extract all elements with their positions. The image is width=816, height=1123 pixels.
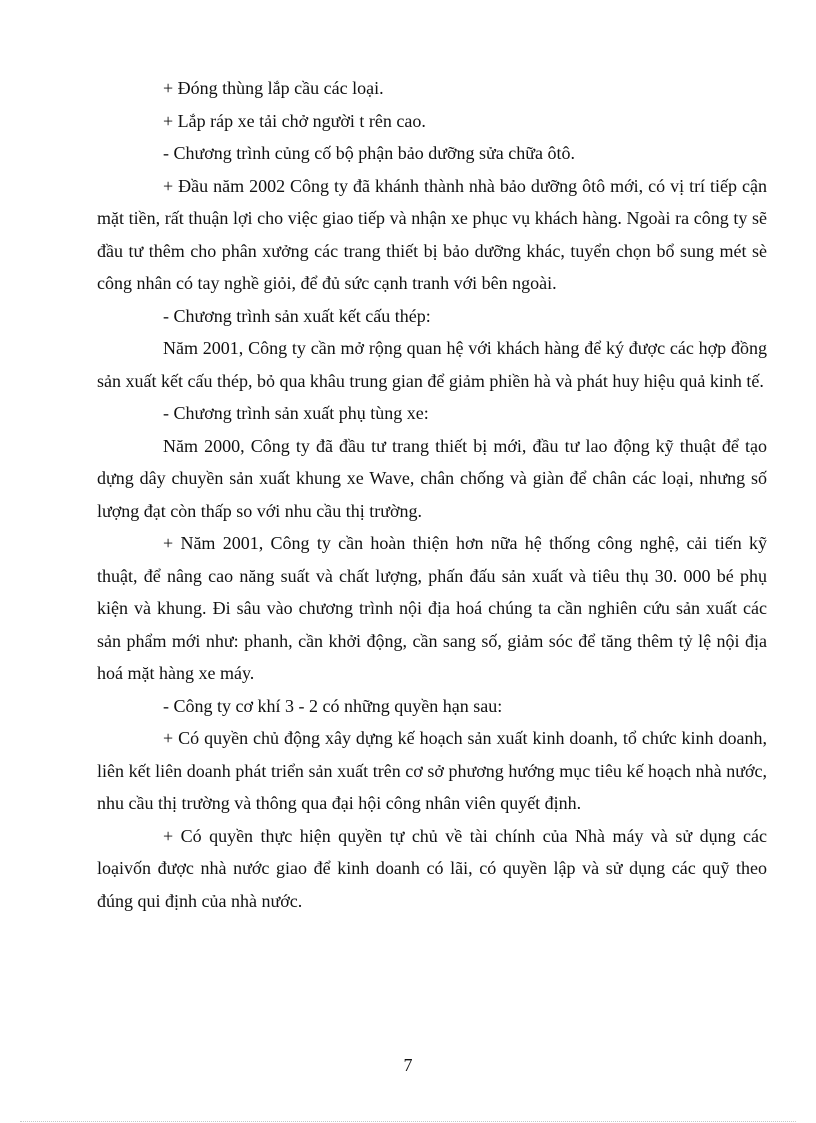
page-bottom-divider xyxy=(20,1121,796,1122)
paragraph-12: + Có quyền thực hiện quyền tự chủ về tài chính của Nhà máy và sử dụng các loạivốn được nhà nước giao để kinh doanh có lãi, có quyền lập và sử dụng các quỹ theo đúng qui định của nhà nước. xyxy=(97,825,767,911)
paragraph-3: - Chương trình củng cố bộ phận bảo dưỡng sửa chữa ôtô. xyxy=(163,143,575,163)
page-number: 7 xyxy=(403,1055,413,1075)
document-body xyxy=(97,72,767,917)
paragraph-5: - Chương trình sản xuất kết cấu thép: xyxy=(163,305,431,326)
paragraph-7: - Chương trình sản xuất phụ tùng xe: xyxy=(163,403,429,423)
paragraph-4: + Đầu năm 2002 Công ty đã khánh thành nhà bảo dưỡng ôtô mới, có vị trí tiếp cận mặt tiền, rất thuận lợi cho việc giao tiếp và nhận xe phục vụ khách hàng. Ngoài ra công ty sẽ đầu tư thêm cho phân xưởng các trang thiết bị bảo dưỡng khác, tuyển chọn bổ sung mét sè công nhân có tay nghề giỏi, để đủ sức cạnh tranh với bên ngoài. xyxy=(97,175,767,293)
paragraph-10: - Công ty cơ khí 3 - 2 có những quyền hạn sau: xyxy=(163,695,503,716)
paragraph-8: Năm 2000, Công ty đã đầu tư trang thiết bị mới, đầu tư lao động kỹ thuật để tạo dựng dây chuyền sản xuất khung xe Wave, chân chống và giàn để chân các loại, nhưng số lượng đạt còn thấp so với nhu cầu thị trường. xyxy=(97,435,767,521)
paragraph-6: Năm 2001, Công ty cần mở rộng quan hệ với khách hàng để ký được các hợp đồng sản xuất kết cấu thép, bỏ qua khâu trung gian để giảm phiền hà và phát huy hiệu quả kinh tế. xyxy=(97,338,767,391)
paragraph-9: + Năm 2001, Công ty cần hoàn thiện hơn nữa hệ thống công nghệ, cải tiến kỹ thuật, để nâng cao năng suất và chất lượng, phấn đấu sản xuất và tiêu thụ 30. 000 bé phụ kiện và khung. Đi sâu vào chương trình nội địa hoá chúng ta cần nghiên cứu sản xuất các sản phẩm mới như: phanh, cần khởi động, cần sang số, giảm sóc để tăng thêm tỷ lệ nội địa hoá mặt hàng xe máy. xyxy=(97,533,767,683)
paragraph-1: + Đóng thùng lắp cầu các loại. xyxy=(163,78,384,98)
paragraph-11: + Có quyền chủ động xây dựng kế hoạch sản xuất kinh doanh, tổ chức kinh doanh, liên kết liên doanh phát triển sản xuất trên cơ sở phương hướng mục tiêu kế hoạch nhà nước, nhu cầu thị trường và thông qua đại hội công nhân viên quyết định. xyxy=(97,728,767,813)
paragraph-2: + Lắp ráp xe tải chở người t rên cao. xyxy=(163,110,426,131)
